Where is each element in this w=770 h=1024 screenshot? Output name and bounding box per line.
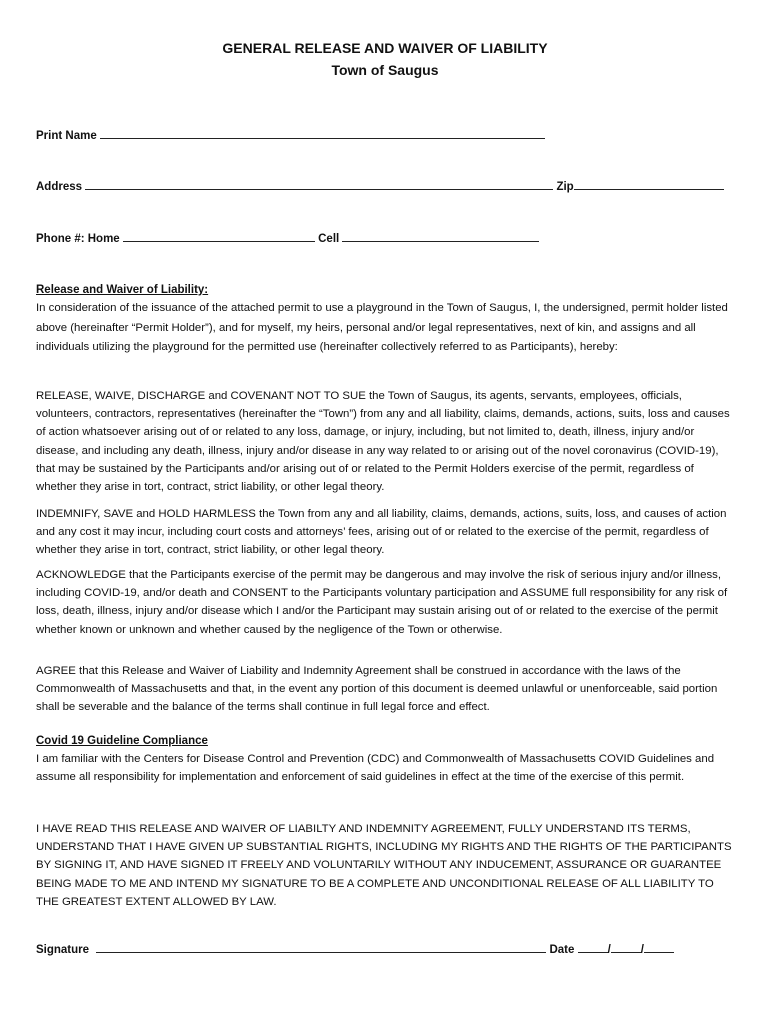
indemnify-paragraph: INDEMNIFY, SAVE and HOLD HARMLESS the Town from any and all liability, claims, demands, actions, suits, loss, and causes of action and any cost it may incur, including court costs and attorneys’ fees, arising out of or related to the exercise of the permit, regardless of whether they arise in tort, contract, strict liability, or other legal theory. <box>36 508 727 557</box>
date-separator-2: / <box>640 944 644 956</box>
phone-cell-field[interactable] <box>342 231 539 242</box>
release-heading: Release and Waiver of Liability: <box>36 284 209 296</box>
date-label: Date <box>549 944 575 956</box>
release-intro: In consideration of the issuance of the attached permit to use a playground in the Town of Saugus, I, the undersigned, permit holder listed above (hereinafter “Permit Holder”), and for myself, my heirs, personal and/or legal representatives, next of kin, and assigns and all individuals utilizing the playground for the permitted use (hereinafter collectively referred to as Participants), hereby: <box>36 302 728 353</box>
date-separator-1: / <box>607 944 611 956</box>
print-name-label: Print Name <box>36 130 97 142</box>
covid-paragraph: I am familiar with the Centers for Disease Control and Prevention (CDC) and Commonwealth of Massachusetts COVID Guidelines and assume all responsibility for implementation and enforcement of said guidelines in effect at the time of the exercise of this permit. <box>36 753 715 784</box>
acknowledge-paragraph: ACKNOWLEDGE that the Participants exercise of the permit may be dangerous and may involve the risk of serious injury and/or illness, including COVID-19, and/or death and CONSENT to the Participants voluntary participation and ASSUME full responsibility for any risk of loss, death, illness, injury and/or disease which I and/or the Participant may sustain arising out of or related to the exercise of the permit whether known or unknown and whether caused by the negligence of the Town or otherwise. <box>36 569 728 636</box>
release-paragraph: RELEASE, WAIVE, DISCHARGE and COVENANT NOT TO SUE the Town of Saugus, its agents, servants, employees, officials, volunteers, contractors, representatives (hereinafter the “Town”) from any and all liability, claims, demands, actions, suits, loss and causes of action whatsoever arising out of or related to any loss, damage, or injury, including, but not limited to, death, illness, injury and/or disease, and including any death, illness, injury and/or disease in any way related to or arising out of the novel coronavirus (COVID-19), that may be sustained by the Participants and/or arising out of or related to the Permit Holders exercise of the permit, regardless of whether they arise in tort, contract, strict liability, or other legal theory. <box>36 390 730 494</box>
print-name-row <box>36 128 545 142</box>
signature-field[interactable] <box>96 942 546 953</box>
address-label: Address <box>36 181 83 193</box>
print-name-field[interactable] <box>100 128 545 139</box>
agree-paragraph: AGREE that this Release and Waiver of Liability and Indemnity Agreement shall be construed in accordance with the laws of the Commonwealth of Massachusetts and that, in the event any portion of this document is deemed unlawful or unenforceable, said portion shall be severable and the balance of the terms shall continue in full legal force and effect. <box>36 665 718 714</box>
address-field[interactable] <box>85 179 553 190</box>
document-title: GENERAL RELEASE AND WAIVER OF LIABILITY <box>222 40 548 56</box>
acknowledgement-paragraph: I HAVE READ THIS RELEASE AND WAIVER OF LIABILTY AND INDEMNITY AGREEMENT, FULLY UNDERSTAND ITS TERMS, UNDERSTAND THAT I HAVE GIVEN UP SUBSTANTIAL RIGHTS, INCLUDING MY RIGHTS AND THE RIGHTS OF THE PARTICIPANTS BY SIGNING IT, AND HAVE SIGNED IT FREELY AND VOLUNTARILY WITHOUT ANY INDUCEMENT, ASSURANCE OR GUARANTEE BEING MADE TO ME AND INTEND MY SIGNATURE TO BE A COMPLETE AND UNCONDITIONAL RELEASE OF ALL LIABILITY TO THE GREATEST EXTENT ALLOWED BY LAW. <box>36 823 732 908</box>
phone-row <box>36 231 539 245</box>
date-day-field[interactable] <box>611 942 641 953</box>
signature-label: Signature <box>36 944 90 956</box>
zip-label: Zip <box>556 181 574 193</box>
covid-heading: Covid 19 Guideline Compliance <box>36 735 208 747</box>
signature-row <box>36 942 674 956</box>
phone-cell-label: Cell <box>318 233 340 245</box>
phone-home-field[interactable] <box>123 231 315 242</box>
date-month-field[interactable] <box>578 942 608 953</box>
date-year-field[interactable] <box>644 942 674 953</box>
document-subtitle: Town of Saugus <box>331 62 439 78</box>
zip-field[interactable] <box>574 179 724 190</box>
phone-home-label: Phone #: Home <box>36 233 120 245</box>
address-row <box>36 179 724 193</box>
